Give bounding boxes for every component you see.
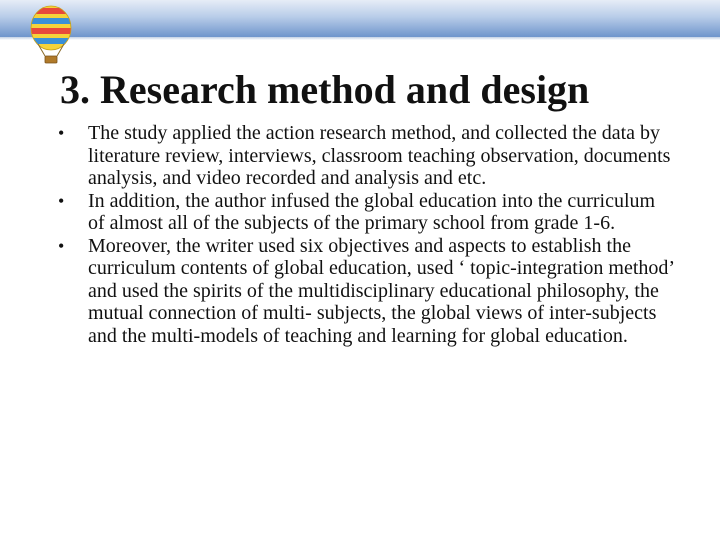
bullet-dot-icon: • — [58, 235, 65, 256]
bullet-text-2: In addition, the author infused the global education into the curriculum of almost all of the subjects of the primary school from grade 1-6. — [88, 189, 656, 234]
bullet-text-3: Moreover, the writer used six objectives and aspects to establish the curriculum contents of global education, used ‘ topic-integration method’ and used the spirits of the multidisciplinary educational philosophy, the mutual connection of multi- subjects, the global views of inter-subjects and the multi-models of teaching and learning for global education. — [88, 234, 674, 347]
bullet-text-1: The study applied the action research method, and collected the data by literature review, interviews, classroom teaching observation, documents analysis, and video recorded and analysis and etc. — [88, 122, 671, 189]
header-band — [0, 0, 720, 37]
bullet-dot-icon: • — [58, 190, 65, 211]
bullet-item-1 — [56, 122, 676, 190]
bullet-list — [56, 122, 676, 347]
bullet-item-2 — [56, 190, 676, 235]
bullet-dot-icon: • — [58, 123, 65, 143]
slide-title: 3. Research method and design — [60, 67, 590, 112]
hot-air-balloon-icon — [22, 4, 80, 70]
bullet-item-3 — [56, 235, 676, 348]
